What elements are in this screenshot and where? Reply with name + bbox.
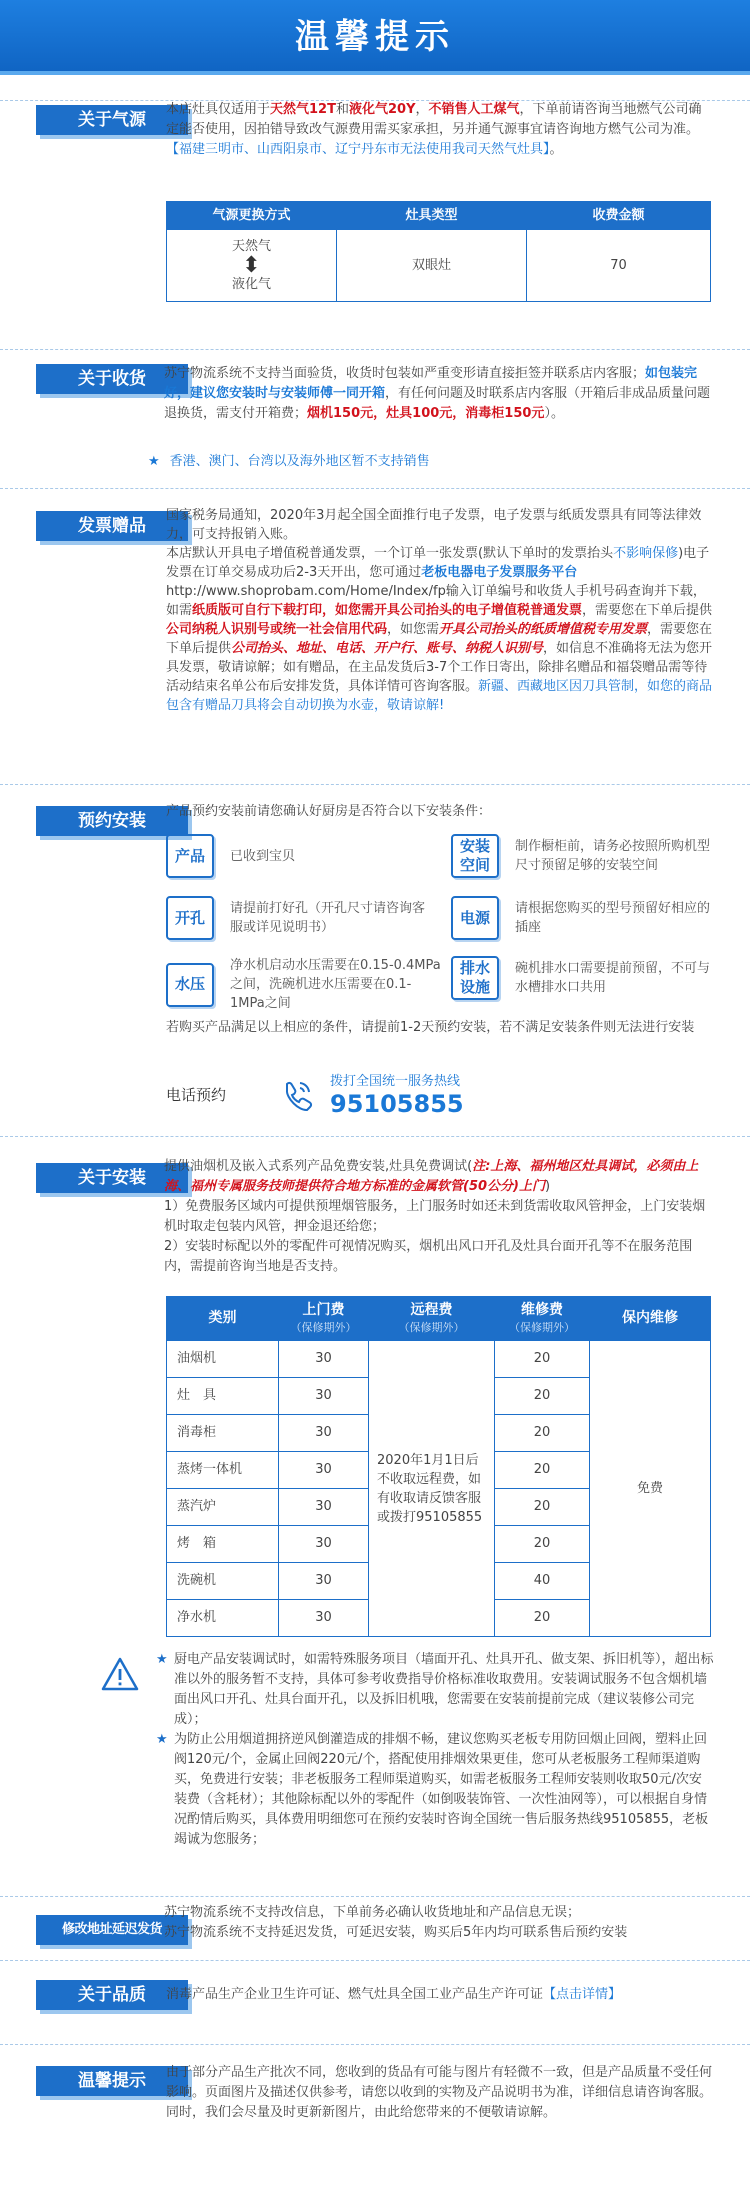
- repair-fee-cell: 20: [495, 1526, 590, 1563]
- hotline-number[interactable]: 95105855: [330, 1090, 464, 1118]
- condition-item: [451, 896, 715, 940]
- text-run: ）。: [544, 406, 564, 421]
- table-header: [590, 1297, 711, 1341]
- condition-item: [451, 956, 715, 1000]
- text-run: ，需要您在下单后提供: [166, 622, 713, 656]
- header-sub: （保修期外）: [290, 1320, 357, 1334]
- quality-text: [166, 1985, 714, 2005]
- header-main: 维修费: [521, 1301, 563, 1318]
- text-run: 和: [335, 102, 349, 117]
- address-text: [164, 1903, 724, 1943]
- page-title: 温馨提示: [295, 17, 455, 57]
- condition-icon-label: 排水 设施: [459, 959, 490, 996]
- text-run: 液化气20Y: [349, 102, 416, 117]
- text-run: http://www.shoprobam.com/Home/Index/fp输入订单编号和收货人手机号码查询并下载，如需: [166, 584, 706, 618]
- visit-fee-cell: 30: [279, 1341, 369, 1378]
- category-cell: 油烟机: [167, 1341, 279, 1378]
- category-cell: 灶 具: [167, 1378, 279, 1415]
- remote-fee-cell: 2020年1月1日后不收取远程费，如有收取请反馈客服或拨打95105855: [369, 1341, 495, 1637]
- section-divider: [0, 1960, 750, 1961]
- visit-fee-cell: 30: [279, 1489, 369, 1526]
- text-run: ，: [415, 102, 429, 117]
- text-run: 本店灶具仅适用于: [166, 102, 271, 117]
- header-sub: （保修期外）: [509, 1320, 575, 1334]
- hotline-label: 拨打全国统一服务热线: [330, 1074, 461, 1089]
- repair-fee-cell: 20: [495, 1489, 590, 1526]
- condition-text: 碗机排水口需要提前预留，不可与水槽排水口共用: [515, 961, 711, 995]
- text-run: 新疆、西藏地区因刀具管制，如您的商品包含有赠品刀具将会自动切换为水壶，敬请谅解!: [166, 679, 713, 713]
- text-run: 公司纳税人识别号或统一社会信用代码: [166, 622, 388, 637]
- header-main: 远程费: [410, 1301, 453, 1318]
- list-item: [152, 1730, 714, 1850]
- water-pressure-icon: 水压: [166, 963, 214, 1007]
- condition-item: [166, 896, 436, 940]
- table-header: 收费金额: [527, 202, 711, 230]
- text-run: ，如您需: [387, 622, 440, 637]
- section-divider: [0, 349, 750, 350]
- text-run: 提供油烟机及嵌入式系列产品免费安装,灶具免费调试(: [164, 1159, 473, 1174]
- section-divider: [0, 784, 750, 785]
- text-run: 。: [549, 142, 563, 157]
- category-cell: 烤 箱: [167, 1526, 279, 1563]
- reminder-text: 由于部分产品生产批次不同，您收到的货品有可能与图片有轻微不一致，但是产品质量不受任何影响。页面图片及描述仅供参考，请您以收到的实物及产品说明书为准，详细信息请咨询客服。同时，我们会尽量及时更新新图片，由此给您带来的不便敬请谅解。: [166, 2065, 713, 2120]
- text-run: 如包装完好，建议您安装时与安装师傅一同开箱: [164, 366, 698, 401]
- section-tag-address: 修改地址延迟发货: [36, 1915, 188, 1945]
- drain-icon: [451, 956, 499, 1000]
- section-divider: [0, 1896, 750, 1897]
- gas-from: 天然气: [231, 238, 271, 254]
- gas-switch-cell: [167, 230, 337, 302]
- text-run: ，下单前请咨询当地燃气公司确定能否使用，因拍错导致改气源费用需买家承担，另并通气源事宜请咨询地方燃气公司为准。: [166, 102, 702, 137]
- warning-icon: [100, 1656, 140, 1692]
- stove-type-cell: 双眼灶: [337, 230, 527, 302]
- condition-item: [166, 956, 442, 1013]
- repair-fee-cell: 40: [495, 1563, 590, 1600]
- text-run: 2）安装时标配以外的零配件可视情况购买，烟机出风口开孔及灶具台面开孔等不在服务范围内，需提前咨询当地是否支持。: [164, 1239, 693, 1274]
- text-run: )电子发票在订单交易成功后2-3天开出，您可通过: [166, 546, 710, 580]
- text-run: 国家税务局通知，2020年3月起全国全面推行电子发票，电子发票与纸质发票具有同等法律效力，可支持报销入账。: [166, 508, 702, 542]
- category-cell: 蒸汽炉: [167, 1489, 279, 1526]
- booking-note: 若购买产品满足以上相应的条件，请提前1-2天预约安装，若不满足安装条件则无法进行安装: [166, 1020, 695, 1035]
- condition-text: 净水机启动水压需要在0.15-0.4MPa之间，洗碗机进水压需要在0.1-1MPa之间: [230, 958, 441, 1011]
- switch-arrows-icon: ⬍: [242, 252, 261, 278]
- text-run: 苏宁物流系统不支持当面验货，收货时包装如严重变形请直接拒签并联系店内客服；: [164, 366, 646, 381]
- receive-text: [164, 364, 712, 424]
- condition-text: 请提前打好孔（开孔尺寸请咨询客服或详见说明书）: [230, 901, 426, 935]
- section-tag-booking: 预约安装: [36, 806, 188, 836]
- visit-fee-cell: 30: [279, 1452, 369, 1489]
- text-run: 老板电器电子发票服务平台: [421, 565, 578, 580]
- text-run: 【福建三明市、山西阳泉市、辽宁丹东市无法使用我司天然气灶具】: [166, 142, 550, 157]
- text-run: ，需要您在下单后提供: [582, 603, 713, 618]
- table-header: [495, 1297, 590, 1341]
- text-run: 1）免费服务区域内可提供预埋烟管服务，上门服务时如还未到货需收取风管押金，上门安装烟机时取走包装内风管，押金退还给您；: [164, 1199, 706, 1234]
- visit-fee-cell: 30: [279, 1526, 369, 1563]
- text-run: ): [544, 1179, 551, 1194]
- phone-icon: [278, 1076, 316, 1114]
- repair-fee-cell: 20: [495, 1452, 590, 1489]
- condition-text: 制作橱柜前，请务必按照所购机型尺寸预留足够的安装空间: [515, 839, 711, 873]
- table-header: [279, 1297, 369, 1341]
- receive-note: [148, 452, 696, 472]
- quality-license: 消毒产品生产企业卫生许可证、燃气灶具全国工业产品生产许可证: [166, 1987, 544, 2002]
- text-run: 公司抬头、地址、电话、开户行、账号、纳税人识别号: [231, 641, 544, 656]
- text-run: 开具公司抬头的纸质增值税专用发票: [439, 622, 648, 637]
- star-icon: ★: [156, 1652, 168, 1667]
- section-tag-gas: 关于气源: [36, 105, 188, 135]
- page-header: [0, 0, 750, 75]
- text-run: ，如信息不准确将无法为您开具发票，敬请谅解；如有赠品，在主品发货后3-7个工作日寄出，除排名赠品和福袋赠品需等待活动结束名单公布后安排发货，具体详情可咨询客服。: [166, 641, 713, 694]
- section-divider: [0, 1136, 750, 1137]
- repair-fee-cell: 20: [495, 1341, 590, 1378]
- visit-fee-cell: 30: [279, 1378, 369, 1415]
- table-header: 气源更换方式: [167, 202, 337, 230]
- text-run: ，有任何问题及时联系店内客服（开箱后非成品质量问题退换货，需支付开箱费；: [164, 386, 711, 421]
- warranty-cell: 免费: [590, 1341, 711, 1637]
- text-run: 不影响保修: [613, 546, 679, 561]
- table-header: [369, 1297, 495, 1341]
- repair-fee-cell: 20: [495, 1378, 590, 1415]
- section-tag-quality: 关于品质: [36, 1980, 188, 2010]
- category-cell: 蒸烤一体机: [167, 1452, 279, 1489]
- details-link[interactable]: 【点击详情】: [543, 1987, 622, 2002]
- category-cell: 洗碗机: [167, 1563, 279, 1600]
- section-divider: [0, 2044, 750, 2045]
- table-header: 灶具类型: [337, 202, 527, 230]
- gas-to: 液化气: [231, 276, 271, 292]
- note-text: 为防止公用烟道拥挤逆风倒灌造成的排烟不畅，建议您购买老板专用防回烟止回阀，塑料止回阀120元/个，金属止回阀220元/个，搭配使用排烟效果更佳，您可从老板服务工程师渠道购买，免费进行安装；非老板服务工程师渠道购买，如需老板服务工程师安装则收取50元/次安装费（含耗材）；其他除标配以外的零配件（如倒吸装饰管、一次性油网等），可以根据自身情况酌情后购买，具体费用明细您可在预约安装时咨询全国统一售后服务热线95105855，老板竭诚为您服务；: [174, 1732, 709, 1847]
- condition-text: 请根据您购买的型号预留好相应的插座: [515, 901, 711, 935]
- header-main: 保内维修: [622, 1310, 678, 1326]
- booking-intro: 产品预约安装前请您确认好厨房是否符合以下安装条件：: [166, 804, 492, 819]
- star-icon: ★: [156, 1732, 168, 1747]
- category-cell: 净水机: [167, 1600, 279, 1637]
- install-text: [164, 1157, 712, 1277]
- condition-item: [166, 834, 428, 878]
- repair-fee-cell: 20: [495, 1600, 590, 1637]
- text-run: 纸质版可自行下载打印，如您需开具公司抬头的电子增值税普通发票: [192, 603, 583, 618]
- section-divider: [0, 488, 750, 489]
- section-tag-invoice: 发票赠品: [36, 511, 188, 541]
- install-notes: [152, 1650, 714, 1850]
- product-icon: 产品: [166, 834, 214, 878]
- phone-label: 电话预约: [166, 1086, 227, 1104]
- fee-table: [166, 1296, 711, 1637]
- header-main: 上门费: [302, 1301, 345, 1318]
- category-cell: 消毒柜: [167, 1415, 279, 1452]
- power-icon: 电源: [451, 896, 499, 940]
- section-tag-reminder: 温馨提示: [36, 2066, 188, 2096]
- visit-fee-cell: 30: [279, 1600, 369, 1637]
- address-line: 苏宁物流系统不支持延迟发货，可延迟安装，购买后5年内均可联系售后预约安装: [164, 1925, 628, 1940]
- list-item: [152, 1650, 714, 1730]
- fee-cell: 70: [527, 230, 711, 302]
- table-row: [167, 1341, 711, 1378]
- visit-fee-cell: 30: [279, 1415, 369, 1452]
- text-run: 不销售人工煤气: [428, 102, 520, 117]
- visit-fee-cell: 30: [279, 1563, 369, 1600]
- hole-icon: 开孔: [166, 896, 214, 940]
- condition-text: 已收到宝贝: [230, 848, 296, 864]
- invoice-text: [166, 506, 714, 715]
- repair-fee-cell: 20: [495, 1415, 590, 1452]
- text-run: 天然气12T: [270, 102, 336, 117]
- gas-text: [166, 100, 714, 160]
- star-icon: ★: [148, 454, 160, 469]
- table-header: [167, 1297, 279, 1341]
- condition-icon-label: 安装 空间: [459, 837, 490, 874]
- text-run: 本店默认开具电子增值税普通发票，一个订单一张发票(默认下单时的发票抬头: [166, 546, 614, 561]
- header-main: 类别: [208, 1310, 237, 1326]
- address-line: 苏宁物流系统不支持改信息，下单前务必确认收货地址和产品信息无误；: [164, 1905, 581, 1920]
- gas-table: [166, 201, 711, 302]
- note-text: 厨电产品安装调试时，如需特殊服务项目（墙面开孔、灶具开孔、做支架、拆旧机等），超出标准以外的服务暂不支持，具体可参考收费指导价格标准收取费用。安装调试服务不包含烟机墙面出风口开孔、灶具台面开孔，以及拆旧机哦，您需要在安装前提前完成（建议装修公司完成）；: [174, 1652, 714, 1727]
- section-tag-receive: 关于收货: [36, 364, 188, 394]
- condition-item: [451, 834, 715, 878]
- section-tag-install: 关于安装: [36, 1163, 188, 1193]
- header-sub: （保修期外）: [398, 1320, 465, 1334]
- receive-note-text: 香港、澳门、台湾以及海外地区暂不支持销售: [169, 454, 430, 469]
- install-space-icon: [451, 834, 499, 878]
- text-run: 烟机150元，灶具100元，消毒柜150元: [307, 406, 545, 421]
- text-run: 注:上海、福州地区灶具调试，必须由上海、福州专属服务技师提供符合地方标准的金属软管(50公分)上门: [164, 1159, 699, 1194]
